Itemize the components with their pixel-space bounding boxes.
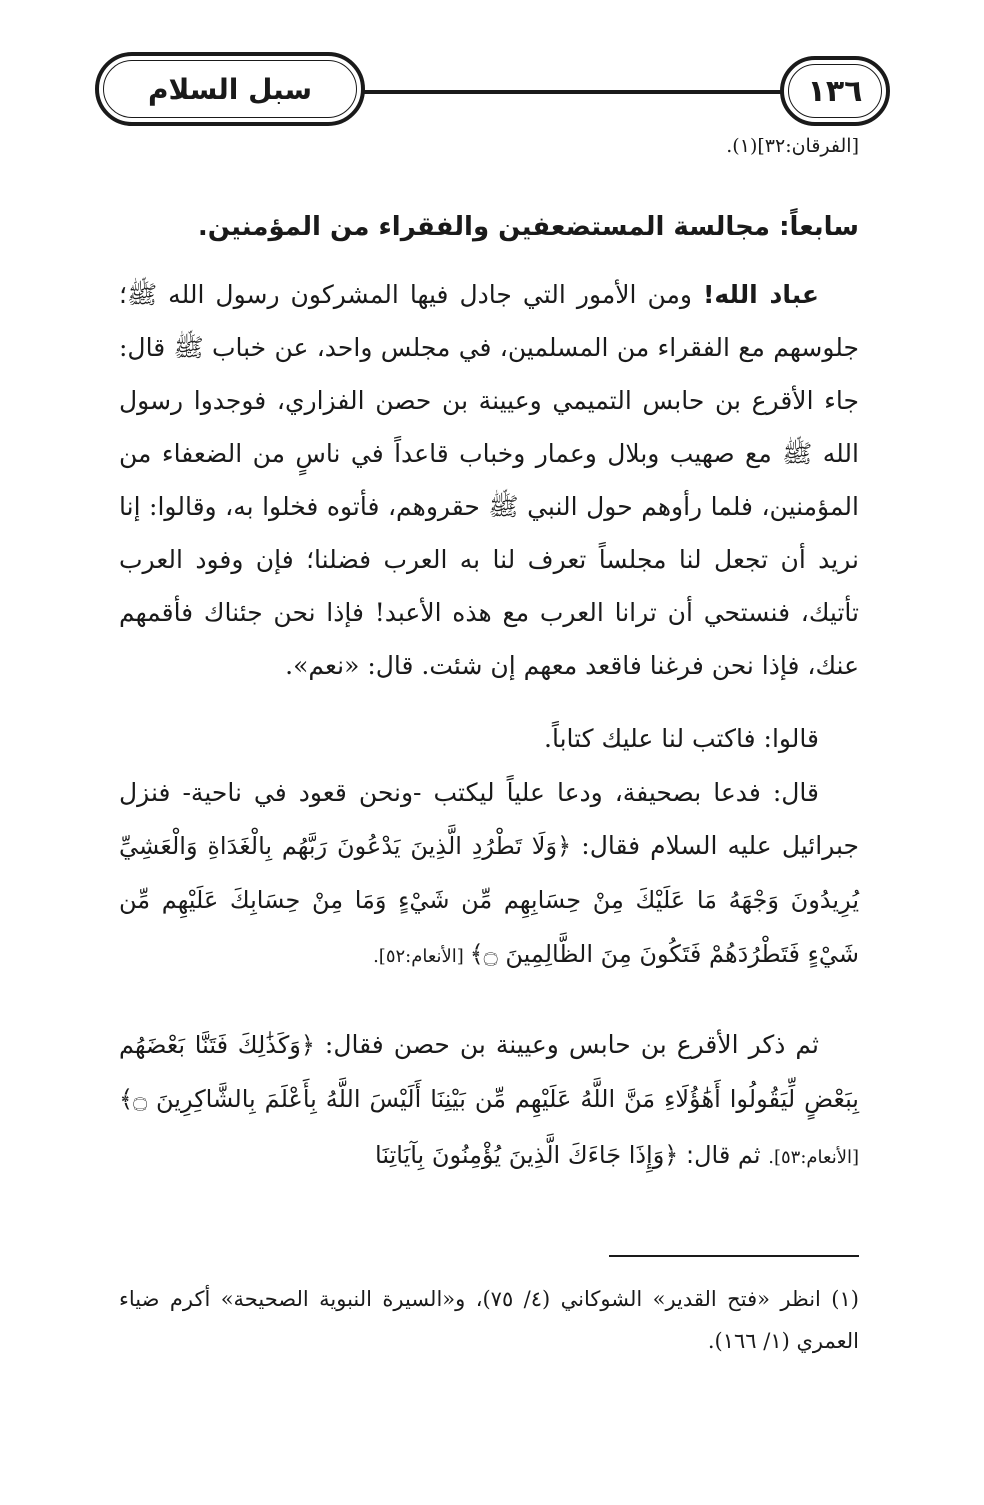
footnote: (١) انظر «فتح القدير» الشوكاني (٤/ ٧٥)، و«السيرة النبوية الصحيحة» أكرم ضياء العمري (١/ ١٦٦).	[119, 1287, 859, 1353]
paragraph-1-lead: عباد الله!	[702, 280, 819, 309]
header-rule	[325, 90, 805, 94]
paragraph-2: قالوا: فاكتب لنا عليك كتاباً.	[544, 724, 819, 753]
verse-reference-53: [الأنعام:٥٣].	[768, 1147, 859, 1168]
page-number-frame	[780, 56, 890, 126]
paragraph-3-intro: قال: فدعا بصحيفة، ودعا علياً ليكتب -ونحن قعود في ناحية- فنزل جبرائيل عليه السلام فقال:	[119, 778, 859, 860]
paragraph-4-intro: ثم ذكر الأقرع بن حابس وعيينة بن حصن فقال:	[314, 1030, 819, 1059]
quran-verse-anam-52: ﴿وَلَا تَطْرُدِ الَّذِينَ يَدْعُونَ رَبَّهُم بِالْغَدَاةِ وَالْعَشِيِّ يُرِيدُونَ وَجْهَهُ مَا عَلَيْكَ مِنْ حِسَابِهِم مِّن شَيْءٍ وَمَا مِنْ حِسَابِكَ عَلَيْهِم مِّن شَيْءٍ فَتَطْرُدَهُمْ فَتَكُونَ مِنَ الظَّالِمِينَ ۝﴾	[119, 832, 859, 968]
book-title: سبل السلام	[147, 72, 313, 106]
section-heading: سابعاً: مجالسة المستضعفين والفقراء من المؤمنين.	[197, 212, 859, 242]
paragraph-4	[119, 1018, 859, 1184]
paragraph-1	[119, 268, 859, 692]
paragraph-1-body: ومن الأمور التي جادل فيها المشركون رسول الله ﷺ؛ جلوسهم مع الفقراء من المسلمين، في مجلس واحد، عن خباب ﷺ قال: جاء الأقرع بن حابس التميمي وعيينة بن حصن الفزاري، فوجدوا رسول الله ﷺ مع صهيب وبلال وعمار وخباب قاعداً في ناسٍ من الضعفاء من المؤمنين، فلما رأوهم حول النبي ﷺ حقروهم، فأتوه فخلوا به، وقالوا: إنا نريد أن تجعل لنا مجلساً تعرف لنا به العرب فضلنا؛ فإن وفود العرب تأتيك، فنستحي أن ترانا العرب مع هذه الأعبد! فإذا نحن جئناك فأقمهم عنك، فإذا نحن فرغنا فاقعد معهم إن شئت. قال: «نعم».	[119, 280, 859, 680]
verse-reference-52: [الأنعام:٥٢].	[373, 946, 470, 967]
paragraph-4-tail: ثم قال: ﴿وَإِذَا جَاءَكَ الَّذِينَ يُؤْمِنُونَ بِآيَاتِنَا	[375, 1141, 769, 1169]
header-title-frame	[95, 52, 365, 126]
page-number: ١٣٦	[807, 73, 863, 109]
top-reference: [الفرقان:٣٢](١).	[726, 135, 859, 157]
footnote-separator	[609, 1255, 859, 1257]
quran-verse-anam-53: ﴿وَكَذَٰلِكَ فَتَنَّا بَعْضَهُم بِبَعْضٍ لِّيَقُولُوا أَهَٰؤُلَاءِ مَنَّ اللَّهُ عَلَيْهِم مِّن بَيْنِنَا أَلَيْسَ اللَّهُ بِأَعْلَمَ بِالشَّاكِرِينَ ۝﴾	[119, 1031, 859, 1113]
paragraph-3	[119, 766, 859, 983]
page-header	[95, 52, 890, 130]
